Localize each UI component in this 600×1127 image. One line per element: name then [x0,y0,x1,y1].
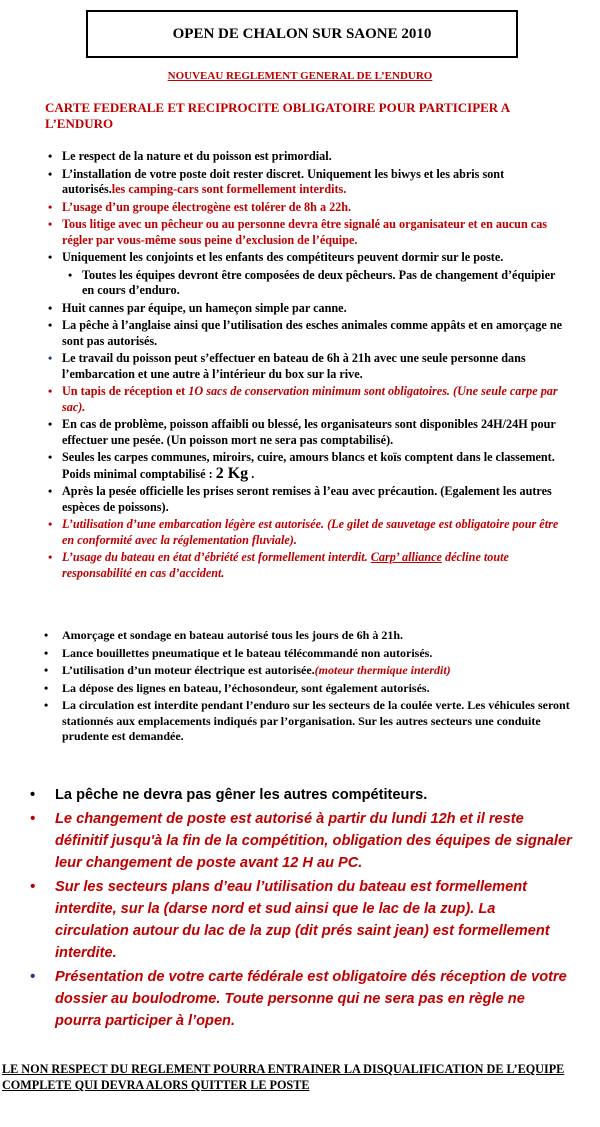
rule-baiting: • Amorçage et sondage en bateau autorisé tous les jours de 6h à 21h. [30,628,570,644]
rule-federal-card: • Présentation de votre carte fédérale est obligatoire dés réception de votre dossier au boulodrome. Toute personne qui ne sera pas en règle ne pourra participer à l’open. [28,966,573,1032]
document-subtitle [0,70,600,82]
subtitle-text: NOUVEAU REGLEMENT GENERAL DE L’ENDURO [167,70,433,82]
rule-electric-text: L’utilisation d’un moteur électrique est autorisée. [62,663,315,677]
rule-sacks-text: 1O sacs de conservation minimum sont obligatoires. (Une seule carpe par sac). [62,384,558,414]
rule-release: • Après la pesée officielle les prises seront remises à l’eau avec précaution. (Egalement les autres espèces de poissons). [44,484,569,515]
rule-camping-cars: les camping-cars sont formellement interdits. [111,182,347,196]
rule-bait-launchers: • Lance bouillettes pneumatique et le bateau télécommandé non autorisés. [30,646,570,662]
rule-installation-text: L’installation de votre poste doit rester discret. Uniquement les biwys et les abris sont autorisés. [62,166,505,196]
rule-line-drop: • La dépose des lignes en bateau, l’échosondeur, sont également autorisés. [30,681,570,697]
rule-sleeping: • Uniquement les conjoints et les enfants des compétiteurs peuvent dormir sur le poste. [44,250,569,266]
rule-drunk-end: décline toute responsabilité en cas d’accident. [62,550,509,580]
rule-drunk-boating [44,550,569,581]
rule-fish-handling: • Le travail du poisson peut s’effectuer en bateau de 6h à 21h avec une seule personne dans l’embarcation et une autre à l’intérieur du box sur la rive. [44,351,569,382]
rule-problems: • En cas de problème, poisson affaibli ou blessé, les organisateurs sont disponibles 24H/24H pour effectuer une pesée. (Un poisson mort ne sera pas comptabilisé). [44,417,569,448]
carp-alliance-name: Carp’ alliance [370,550,442,564]
licence-banner: CARTE FEDERALE ET RECIPROCITE OBLIGATOIRE POUR PARTICIPER A L’ENDURO [45,100,510,131]
document-title: OPEN DE CHALON SUR SAONE 2010 [86,10,518,58]
rule-teams: • Toutes les équipes devront être composées de deux pêcheurs. Pas de changement d’équipier en cours d’enduro. [44,268,569,299]
rule-species-text: Seules les carpes communes, miroirs, cuire, amours blancs et koïs comptent dans le classement. Poids minimal comptabilisé : [62,450,555,481]
important-rules-list [28,784,573,1034]
rule-traffic: • La circulation est interdite pendant l’enduro sur les secteurs de la coulée verte. Les véhicules seront stationnés aux emplacements indiqués par l’organisation. Sur les autres secteurs une conduite prudente est demandée. [30,698,570,745]
rule-mat-sacks [44,384,569,415]
rule-swim-change: • Le changement de poste est autorisé à partir du lundi 12h et il reste définitif jusqu'à la fin de la compétition, obligation des équipes de signaler leur changement de poste avant 12 H au PC. [28,808,573,874]
rule-mat-text: Un tapis de réception et [62,384,189,398]
rule-species [44,450,569,482]
rule-electric-motor [30,663,570,679]
rule-thermal-motor: (moteur thermique interdit) [314,663,451,677]
rule-generator: • L’usage d’un groupe électrogène est tolérer de 8h a 22h. [44,200,569,216]
rule-disputes: • Tous litige avec un pêcheur ou au personne devra être signalé au organisateur et en aucun cas régler par vous-même sous peine d’exclusion de l’équipe. [44,217,569,248]
rules-list [44,149,569,583]
rule-no-disturbance: • La pêche ne devra pas gêner les autres compétiteurs. [28,784,573,806]
rule-lake-boats: • Sur les secteurs plans d’eau l’utilisation du bateau est formellement interdite, sur la (darse nord et sud ainsi que le lac de la zup). La circulation autour du lac de la zup (dit prés saint jean) est formellement interdite. [28,876,573,964]
rule-nature: • Le respect de la nature et du poisson est primordial. [44,149,569,165]
rule-boat-use: • L’utilisation d’une embarcation légère est autorisée. (Le gilet de sauvetage est obligatoire pour être en conformité avec la réglementation fluviale). [44,517,569,548]
rule-drunk-text: L’usage du bateau en état d’ébriété est formellement interdit. [62,550,371,564]
boat-rules-list [30,628,570,747]
rule-species-end: . [248,466,255,481]
rule-installation [44,167,569,198]
rule-english-fishing: • La pêche à l’anglaise ainsi que l’utilisation des esches animales comme appâts et en amorçage ne sont pas autorisés. [44,318,569,349]
disqualification-warning: LE NON RESPECT DU REGLEMENT POURRA ENTRAINER LA DISQUALIFICATION DE L’EQUIPE COMPLETE QUI DEVRA ALORS QUITTER LE POSTE [2,1062,565,1092]
rule-min-weight: 2 Kg [215,464,249,482]
rule-rods: • Huit cannes par équipe, un hameçon simple par canne. [44,301,569,317]
